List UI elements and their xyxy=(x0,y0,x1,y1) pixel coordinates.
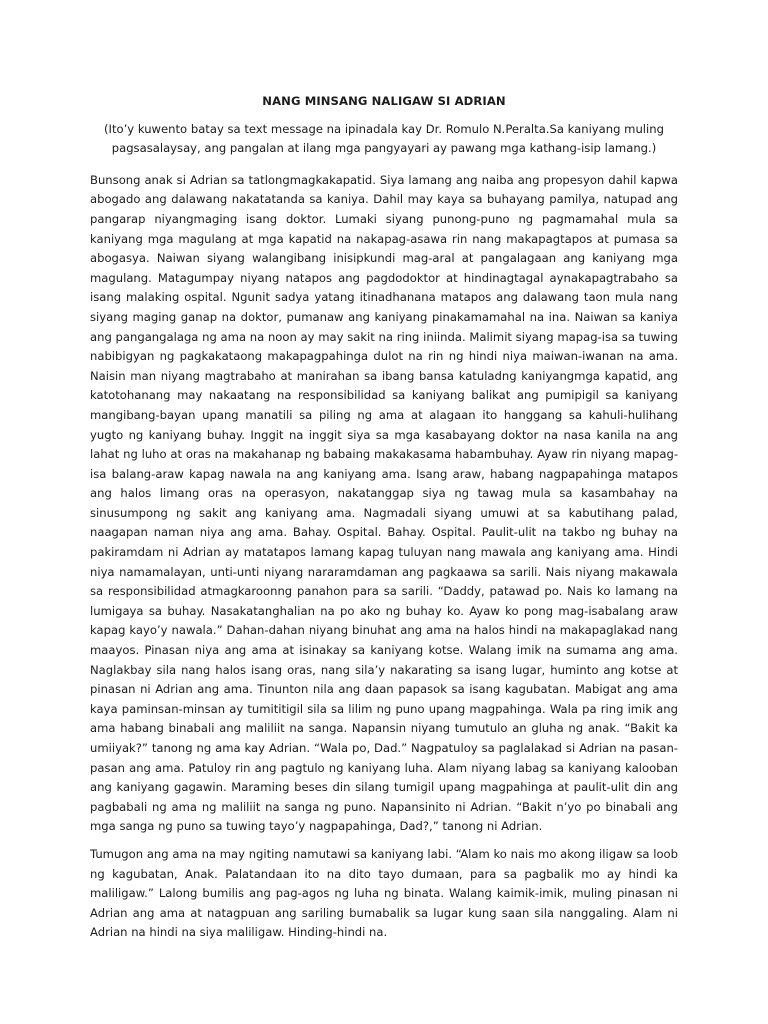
document-page xyxy=(90,92,678,951)
story-paragraph-1: Bunsong anak si Adrian sa tatlongmagkakapatid. Siya lamang ang naiba ang propesyon dahil kapwa abogado ang dalawang nakatatanda sa kaniya. Dahil may kaya sa buhayang pamilya, natupad ang pangarap niyangmaging isang doktor. Lumaki siyang punong-puno ng pagmamahal mula sa kaniyang mga magulang at mga kapatid na nakapag-asawa rin nang makapagtapos at pumasa sa abogasya. Naiwan siyang walangibang inisipkundi mag-aral at pangalagaan ang kaniyang mga magulang. Matagumpay niyang natapos ang pagdodoktor at hindinagtagal aynakapagtrabaho sa isang malaking ospital. Ngunit sadya yatang itinadhanana matapos ang dalawang taon mula nang siyang maging ganap na doktor, pumanaw ang kaniyang pinakamamahal na ina. Naiwan sa kaniya ang pangangalaga ng ama na noon ay may sakit na ring iniinda. Malimit siyang mapag-isa sa tuwing nabibigyan ng pagkakataong makapagpahinga dulot na rin ng hindi niya maiwan-iwanan na ama. Naisin man niyang magtrabaho at manirahan sa ibang bansa katuladng kaniyangmga kapatid, ang katotohanang may nakaatang na responsibilidad sa kaniyang balikat ang pumipigil sa kaniyang mangibang-bayan upang manatili sa piling ng ama at alagaan ito hanggang sa kahuli-hulihang yugto ng kaniyang buhay. Inggit na inggit siya sa mga kasabayang doktor na nasa kanila na ang lahat ng luho at oras na makahanap ng babaing makakasama habambuhay. Ayaw rin niyang mapag-isa balang-araw kapag nawala na ang kaniyang ama. Isang araw, habang nagpapahinga matapos ang halos limang oras na operasyon, nakatanggap siya ng tawag mula sa kasambahay na sinusumpong ng sakit ang kaniyang ama. Nagmadali siyang umuwi at sa kabutihang palad, naagapan naman niya ang ama. Bahay. Ospital. Bahay. Ospital. Paulit-ulit na takbo ng buhay na pakiramdam ni Adrian ay matatapos lamang kapag tuluyan nang mawala ang kaniyang ama. Hindi niya namamalayan, unti-unti niyang nararamdaman ang pagkaawa sa sarili. Nais niyang makawala sa responsibilidad atmagkaroonng panahon para sa sarili. “Daddy, patawad po. Nais ko lamang na lumigaya sa buhay. Nasakatanghalian na po ako ng buhay ko. Ayaw ko pong mag-isabalang araw kapag kayo’y nawala.” Dahan-dahan niyang binuhat ang ama na halos hindi na makapaglakad nang maayos. Pinasan niya ang ama at isinakay sa kaniyang kotse. Walang imik na sumama ang ama. Naglakbay sila nang halos isang oras, nang sila’y nakarating sa isang lugar, huminto ang kotse at pinasan ni Adrian ang ama. Tinunton nila ang daan papasok sa isang kagubatan. Mabigat ang ama kaya paminsan-minsan ay tumititigil sila sa lilim ng puno upang magpahinga. Wala pa ring imik ang ama habang binabali ang maliliit na sanga. Napansin niyang tumutulo an gluha ng anak. “Bakit ka umiiyak?” tanong ng ama kay Adrian. “Wala po, Dad.” Nagpatuloy sa paglalakad si Adrian na pasan-pasan ang ama. Patuloy rin ang pagtulo ng kaniyang luha. Alam niyang labag sa kaniyang kalooban ang kaniyang gagawin. Maraming beses din silang tumigil upang magpahinga at paulit-ulit din ang pagbabali ng ama ng maliliit na sanga ng puno. Napansinito ni Adrian. “Bakit n’yo po binabali ang mga sanga ng puno sa tuwing tayo’y nagpapahinga, Dad?,” tanong ni Adrian. xyxy=(90,172,678,834)
document-intro-note: (Ito’y kuwento batay sa text message na ipinadala kay Dr. Romulo N.Peralta.Sa kaniyang muling pagsasalaysay, ang pangalan at ilang mga pangyayari ay pawang mga kathang-isip lamang.) xyxy=(104,121,664,156)
story-paragraph-2: Tumugon ang ama na may ngiting namutawi sa kaniyang labi. “Alam ko nais mo akong iligaw sa loob ng kagubatan, Anak. Palatandaan ito na dito tayo dumaan, para sa pagbalik mo ay hindi ka maliligaw.” Lalong bumilis ang pag-agos ng luha ng binata. Walang kaimik-imik, muling pinasan ni Adrian ang ama at natagpuan ang sariling bumabalik sa lugar kung saan sila nanggaling. Alam ni Adrian na hindi na siya maliligaw. Hinding-hindi na. xyxy=(90,846,678,940)
document-title: NANG MINSANG NALIGAW SI ADRIAN xyxy=(262,94,506,108)
